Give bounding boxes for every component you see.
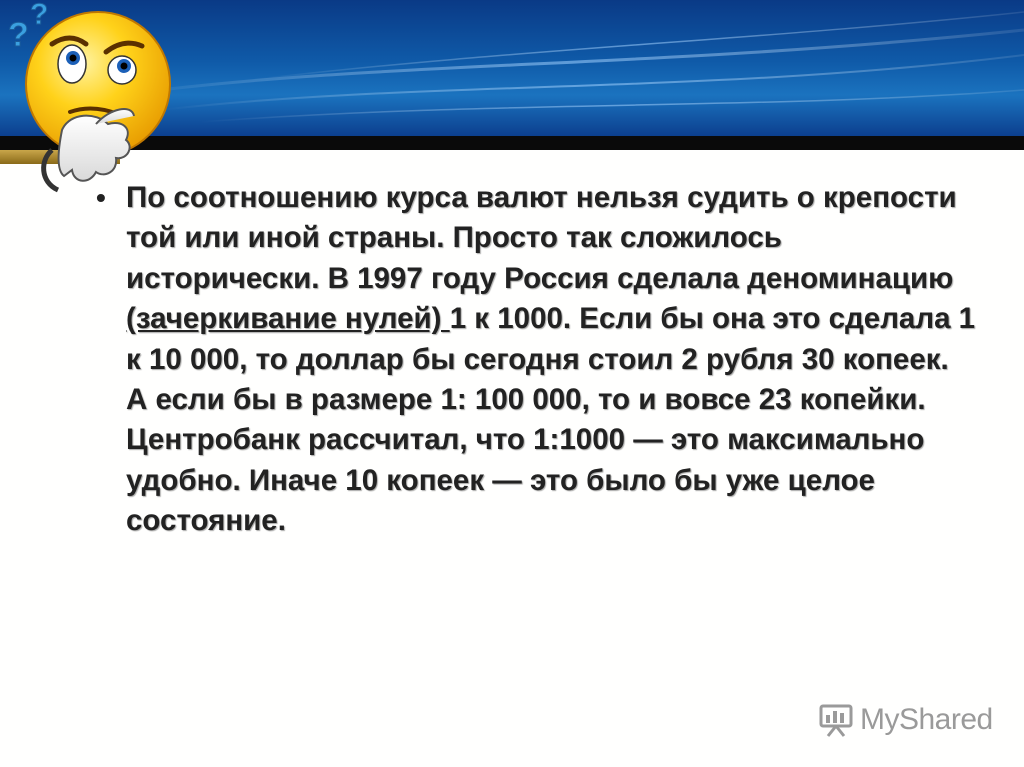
- question-mark-icon: ?: [8, 16, 29, 54]
- paragraph-underlined-term: (зачеркивание нулей): [126, 302, 450, 336]
- paragraph-part1: По соотношению курса валют нельзя судить о крепости той или иной страны. Просто так сложилось исторически. В 1997 году Россия сделала деноминацию: [126, 181, 957, 295]
- presentation-board-icon: [818, 703, 854, 737]
- paragraph-part2: 1 к 1000. Если бы она это сделала 1 к 10 000, то доллар бы сегодня стоил 2 рубля 30 копеек. А если бы в размере 1: 100 000, то и вовсе 23 копейки. Центробанк рассчитал, что 1:1000 — это максимально удобно. Иначе 10 копеек — это было бы уже целое состояние.: [126, 302, 976, 538]
- bullet: •: [96, 182, 106, 213]
- question-mark-icon: ?: [30, 0, 49, 31]
- watermark: [818, 702, 993, 738]
- slide-body-text: [126, 178, 976, 542]
- watermark-text: MyShared: [860, 703, 993, 736]
- thinking-face-icon: [0, 0, 190, 200]
